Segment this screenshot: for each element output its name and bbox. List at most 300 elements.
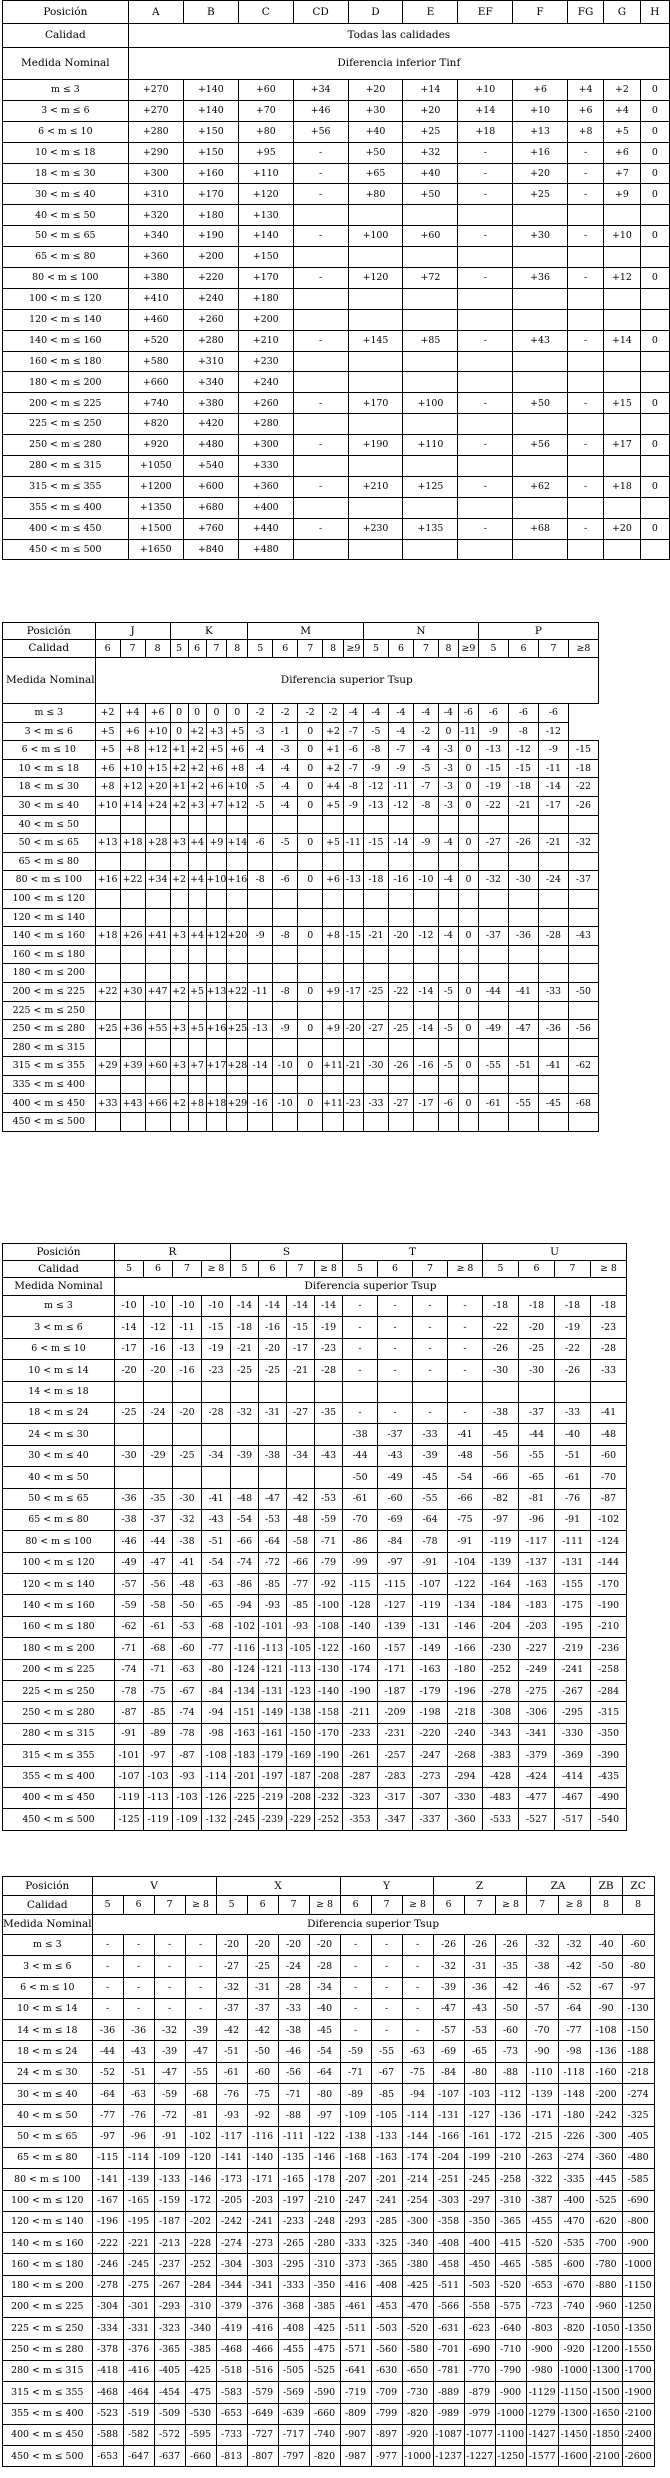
deviation-cell: -149	[413, 1638, 448, 1659]
deviation-cell: -27	[388, 1094, 413, 1113]
deviation-cell: -88	[278, 2105, 309, 2126]
table-row	[3, 759, 599, 778]
deviation-cell: 0	[640, 518, 669, 539]
deviation-cell	[604, 247, 640, 268]
deviation-cell: -64	[558, 1998, 590, 2019]
position-col-header: EF	[458, 1, 513, 24]
nominal-size-cell: 65 < m ≤ 80	[3, 1509, 115, 1530]
deviation-cell: -690	[464, 2339, 495, 2360]
deviation-cell: -4	[413, 704, 438, 723]
deviation-cell	[202, 1381, 231, 1402]
deviation-cell: +3	[170, 927, 188, 946]
table-row	[3, 121, 670, 142]
nominal-size-cell: 450 < m ≤ 500	[3, 1809, 115, 1830]
deviation-cell: -40	[555, 1424, 591, 1445]
deviation-cell: +20	[348, 80, 403, 101]
deviation-cell: -424	[519, 1766, 555, 1787]
deviation-cell: +34	[293, 80, 348, 101]
position-group-header: N	[363, 623, 478, 640]
t1-table	[2, 0, 670, 560]
deviation-cell: +4	[188, 927, 206, 946]
deviation-cell: +55	[145, 1020, 170, 1039]
deviation-cell: -490	[591, 1787, 627, 1808]
deviation-cell: -89	[144, 1723, 173, 1744]
deviation-cell: +140	[183, 80, 238, 101]
deviation-cell: -	[343, 1360, 378, 1381]
nominal-size-cell: 280 < m ≤ 315	[3, 1038, 96, 1057]
deviation-cell: -183	[231, 1745, 259, 1766]
deviation-cell: -	[293, 330, 348, 351]
deviation-cell: -	[567, 476, 603, 497]
nominal-size-cell: 180 < m ≤ 200	[3, 372, 129, 393]
deviation-cell	[170, 815, 188, 834]
deviation-cell: +80	[238, 121, 293, 142]
deviation-cell: -	[293, 476, 348, 497]
deviation-cell: -310	[185, 2297, 216, 2318]
deviation-cell: 0	[170, 704, 188, 723]
deviation-cell: -38	[115, 1509, 144, 1530]
deviation-cell: -132	[202, 1809, 231, 1830]
deviation-cell: -1000	[622, 2254, 654, 2275]
deviation-cell: -36	[508, 927, 538, 946]
deviation-cell: -60	[247, 2062, 278, 2083]
table-row	[3, 2084, 655, 2105]
deviation-cell: -275	[519, 1681, 555, 1702]
deviation-cell	[458, 945, 478, 964]
deviation-cell: -3	[438, 778, 458, 797]
deviation-cell: +68	[513, 518, 568, 539]
nominal-size-cell: 280 < m ≤ 315	[3, 1723, 115, 1744]
deviation-cell: -	[123, 1935, 154, 1956]
deviation-cell: -15	[343, 927, 363, 946]
deviation-cell: -78	[413, 1531, 448, 1552]
deviation-cell: -50	[568, 982, 598, 1001]
quality-grade-header: 5	[170, 640, 188, 658]
table-row	[3, 2254, 655, 2275]
deviation-cell: -188	[622, 2041, 654, 2062]
deviation-cell: -59	[315, 1509, 343, 1530]
deviation-cell: 0	[640, 435, 669, 456]
deviation-cell: -1450	[558, 2424, 590, 2445]
deviation-cell: -	[293, 518, 348, 539]
nominal-size-cell: 18 < m ≤ 30	[3, 778, 96, 797]
deviation-cell: -91	[115, 1723, 144, 1744]
deviation-cell: -261	[343, 1745, 378, 1766]
deviation-cell: -	[458, 184, 513, 205]
deviation-cell: -31	[464, 1956, 495, 1977]
position-col-header: C	[238, 1, 293, 24]
table-row	[3, 476, 670, 497]
deviation-cell: -268	[448, 1745, 483, 1766]
position-group-header: ZB	[590, 1877, 622, 1896]
deviation-cell: -195	[555, 1616, 591, 1637]
nominal-size-cell: 18 < m ≤ 24	[3, 1402, 115, 1423]
deviation-cell	[413, 852, 438, 871]
deviation-cell: -14	[388, 834, 413, 853]
deviation-cell: -111	[278, 2126, 309, 2147]
deviation-cell: -44	[519, 1424, 555, 1445]
deviation-cell: -425	[309, 2318, 340, 2339]
deviation-cell: -48	[173, 1574, 202, 1595]
deviation-cell	[604, 351, 640, 372]
deviation-cell: -99	[343, 1552, 378, 1573]
deviation-cell: +11	[323, 1094, 344, 1113]
deviation-cell: -71	[115, 1638, 144, 1659]
quality-grade-header: 6	[188, 640, 206, 658]
deviation-cell: -47	[154, 2062, 185, 2083]
quality-grade-header: ≥ 8	[448, 1261, 483, 1278]
deviation-cell: -117	[519, 1531, 555, 1552]
deviation-cell	[202, 1424, 231, 1445]
deviation-cell: -585	[526, 2254, 558, 2275]
deviation-cell	[188, 1075, 206, 1094]
deviation-cell: +25	[227, 1020, 248, 1039]
quality-grade-header: 7	[287, 1261, 315, 1278]
deviation-cell	[513, 351, 568, 372]
deviation-cell: -133	[371, 2126, 402, 2147]
deviation-cell: -2	[248, 704, 273, 723]
deviation-cell: -41	[508, 982, 538, 1001]
deviation-cell: -458	[433, 2254, 464, 2275]
deviation-cell	[458, 351, 513, 372]
deviation-cell: +3	[170, 834, 188, 853]
deviation-cell: -167	[92, 2190, 123, 2211]
deviation-cell	[298, 1113, 323, 1132]
deviation-cell	[120, 945, 145, 964]
deviation-cell: -415	[495, 2233, 526, 2254]
deviation-cell	[413, 945, 438, 964]
deviation-cell	[403, 414, 458, 435]
deviation-cell	[227, 815, 248, 834]
deviation-cell: -28	[591, 1338, 627, 1359]
deviation-cell: -558	[464, 2297, 495, 2318]
deviation-cell: -97	[92, 2126, 123, 2147]
deviation-cell: +3	[170, 1057, 188, 1076]
deviation-cell: -108	[202, 1745, 231, 1766]
deviation-cell: -205	[216, 2190, 247, 2211]
table-row	[3, 330, 670, 351]
deviation-cell: -280	[309, 2233, 340, 2254]
deviation-cell: -229	[287, 1809, 315, 1830]
deviation-cell: -123	[287, 1681, 315, 1702]
deviation-cell: -84	[433, 2062, 464, 2083]
deviation-cell	[206, 1001, 227, 1020]
deviation-cell: -20	[247, 1935, 278, 1956]
deviation-cell	[323, 945, 344, 964]
deviation-cell: -25	[363, 982, 388, 1001]
deviation-cell: -6	[478, 704, 508, 723]
deviation-cell: -56	[144, 1574, 173, 1595]
deviation-cell: -287	[343, 1766, 378, 1787]
deviation-cell: -20	[388, 927, 413, 946]
nominal-size-cell: 6 < m ≤ 10	[3, 1977, 93, 1998]
deviation-cell: -28	[202, 1402, 231, 1423]
quality-label: Calidad	[3, 640, 96, 658]
deviation-cell: -	[567, 330, 603, 351]
deviation-cell: -	[458, 226, 513, 247]
deviation-cell: -390	[591, 1745, 627, 1766]
table-row	[3, 1038, 599, 1057]
deviation-cell: -91	[154, 2126, 185, 2147]
nominal-size-cell: 180 < m ≤ 200	[3, 964, 96, 983]
nominal-size-cell: 3 < m ≤ 6	[3, 1317, 115, 1338]
deviation-cell: +8	[567, 121, 603, 142]
deviation-cell: +7	[206, 796, 227, 815]
table-row	[3, 1381, 627, 1402]
deviation-cell: -71	[340, 2062, 371, 2083]
deviation-cell: -61	[478, 1094, 508, 1113]
deviation-cell: 0	[458, 927, 478, 946]
deviation-cell: -26	[388, 1057, 413, 1076]
deviation-cell: -649	[247, 2403, 278, 2424]
deviation-cell	[458, 815, 478, 834]
quality-grade-header: 8	[145, 640, 170, 658]
table-row	[3, 1935, 655, 1956]
deviation-cell: -7	[343, 759, 363, 778]
deviation-cell: -187	[378, 1681, 413, 1702]
deviation-cell: -334	[92, 2318, 123, 2339]
deviation-cell: -92	[247, 2105, 278, 2126]
deviation-cell: -585	[622, 2169, 654, 2190]
deviation-cell: -170	[591, 1574, 627, 1595]
deviation-cell: -39	[231, 1445, 259, 1466]
deviation-cell: -43	[123, 2041, 154, 2062]
deviation-cell	[478, 908, 508, 927]
deviation-cell: -87	[115, 1702, 144, 1723]
deviation-cell: -134	[448, 1595, 483, 1616]
deviation-cell: -241	[247, 2211, 278, 2232]
table-row	[3, 964, 599, 983]
deviation-cell	[508, 1075, 538, 1094]
table-row	[3, 351, 670, 372]
nominal-size-cell: 65 < m ≤ 80	[3, 852, 96, 871]
deviation-cell: -57	[526, 1998, 558, 2019]
deviation-cell: -71	[278, 2084, 309, 2105]
deviation-cell	[604, 414, 640, 435]
deviation-cell	[568, 1038, 598, 1057]
deviation-cell: -6	[248, 834, 273, 853]
deviation-cell: -254	[402, 2190, 433, 2211]
deviation-cell: +480	[238, 539, 293, 560]
deviation-cell: -131	[259, 1681, 287, 1702]
deviation-cell: +320	[128, 205, 183, 226]
deviation-cell: -	[402, 1977, 433, 1998]
deviation-cell: -4	[388, 704, 413, 723]
deviation-cell: -199	[464, 2147, 495, 2168]
deviation-cell: -39	[433, 1977, 464, 1998]
deviation-cell	[293, 539, 348, 560]
deviation-cell: -980	[526, 2360, 558, 2381]
deviation-cell	[363, 889, 388, 908]
deviation-cell: -331	[123, 2318, 154, 2339]
deviation-cell: +2	[188, 722, 206, 741]
deviation-cell: 0	[227, 704, 248, 723]
deviation-cell: -51	[555, 1445, 591, 1466]
deviation-cell: -	[371, 1977, 402, 1998]
deviation-cell: -94	[202, 1702, 231, 1723]
deviation-cell: -2100	[622, 2403, 654, 2424]
deviation-cell	[343, 1075, 363, 1094]
quality-grade-header: ≥ 8	[185, 1896, 216, 1915]
deviation-cell: 0	[458, 982, 478, 1001]
nominal-size-cell: 180 < m ≤ 200	[3, 2275, 93, 2296]
deviation-cell: -22	[483, 1317, 519, 1338]
deviation-cell	[567, 247, 603, 268]
deviation-cell	[298, 1038, 323, 1057]
deviation-cell: -8	[413, 796, 438, 815]
deviation-cell: 0	[298, 796, 323, 815]
deviation-cell: -3	[438, 759, 458, 778]
deviation-cell	[458, 497, 513, 518]
deviation-cell	[478, 945, 508, 964]
deviation-cell: +3	[206, 722, 227, 741]
deviation-cell	[458, 852, 478, 871]
deviation-cell	[206, 1038, 227, 1057]
deviation-cell: -237	[154, 2254, 185, 2275]
deviation-cell	[513, 205, 568, 226]
deviation-cell: +280	[183, 330, 238, 351]
deviation-cell	[458, 964, 478, 983]
deviation-cell: +270	[128, 80, 183, 101]
quality-all-grades: Todas las calidades	[128, 24, 669, 48]
deviation-cell: -62	[568, 1057, 598, 1076]
deviation-cell: -160	[590, 2062, 622, 2083]
deviation-cell	[144, 1381, 173, 1402]
deviation-cell: -477	[519, 1787, 555, 1808]
deviation-cell: -169	[287, 1745, 315, 1766]
deviation-cell: +3	[170, 1020, 188, 1039]
deviation-cell: -187	[287, 1766, 315, 1787]
deviation-cell: -	[448, 1317, 483, 1338]
deviation-cell	[413, 889, 438, 908]
deviation-cell: -26	[508, 834, 538, 853]
deviation-cell: -284	[185, 2275, 216, 2296]
nominal-size-cell: 50 < m ≤ 65	[3, 834, 96, 853]
deviation-cell	[227, 852, 248, 871]
deviation-cell	[206, 1075, 227, 1094]
deviation-cell: -116	[231, 1638, 259, 1659]
deviation-cell: +2	[323, 759, 344, 778]
deviation-cell: -251	[433, 2169, 464, 2190]
deviation-cell	[120, 815, 145, 834]
quality-grade-header: 8	[590, 1896, 622, 1915]
position-label: Posición	[3, 1, 129, 24]
nominal-size-cell: 200 < m ≤ 225	[3, 2297, 93, 2318]
deviation-cell: -63	[402, 2041, 433, 2062]
quality-grade-header: 5	[231, 1261, 259, 1278]
deviation-cell: -308	[483, 1702, 519, 1723]
deviation-cell	[538, 889, 568, 908]
deviation-cell: -4	[363, 704, 388, 723]
deviation-cell: -	[293, 435, 348, 456]
deviation-cell: +4	[120, 704, 145, 723]
deviation-cell	[293, 351, 348, 372]
deviation-cell: -	[448, 1360, 483, 1381]
deviation-cell: -52	[92, 2062, 123, 2083]
deviation-cell	[363, 908, 388, 927]
deviation-cell: -73	[495, 2041, 526, 2062]
deviation-cell	[231, 1381, 259, 1402]
deviation-cell: -226	[558, 2126, 590, 2147]
deviation-cell: -12	[388, 796, 413, 815]
deviation-cell: +5	[95, 722, 120, 741]
deviation-cell: -	[402, 1935, 433, 1956]
deviation-cell: -1150	[558, 2382, 590, 2403]
table-row	[3, 80, 670, 101]
deviation-cell: -53	[315, 1488, 343, 1509]
deviation-cell: +18	[95, 927, 120, 946]
deviation-cell	[120, 852, 145, 871]
deviation-cell	[173, 1381, 202, 1402]
deviation-cell: -109	[173, 1809, 202, 1830]
deviation-cell: +34	[145, 871, 170, 890]
deviation-cell: -14	[315, 1296, 343, 1317]
nominal-size-cell: 355 < m ≤ 400	[3, 497, 129, 518]
deviation-cell	[231, 1424, 259, 1445]
deviation-cell: +10	[206, 871, 227, 890]
deviation-cell: -4	[248, 741, 273, 760]
deviation-cell: -1600	[558, 2446, 590, 2467]
deviation-cell: -122	[315, 1638, 343, 1659]
deviation-cell	[568, 945, 598, 964]
nominal-size-cell: 250 < m ≤ 280	[3, 1020, 96, 1039]
deviation-cell: -61	[343, 1488, 378, 1509]
deviation-cell: -	[340, 1935, 371, 1956]
deviation-cell: -88	[495, 2062, 526, 2083]
nominal-size-cell: 140 < m ≤ 160	[3, 330, 129, 351]
deviation-cell: -4	[413, 741, 438, 760]
quality-grade-header: ≥ 8	[309, 1896, 340, 1915]
deviation-cell: -180	[558, 2105, 590, 2126]
deviation-cell	[170, 964, 188, 983]
deviation-label: Diferencia superior Tsup	[95, 658, 598, 704]
deviation-cell	[508, 908, 538, 927]
deviation-cell: +4	[323, 778, 344, 797]
deviation-cell: -133	[154, 2169, 185, 2190]
deviation-cell: -8	[363, 741, 388, 760]
deviation-cell: -54	[448, 1467, 483, 1488]
deviation-cell: -461	[340, 2297, 371, 2318]
deviation-cell: +14	[227, 834, 248, 853]
nominal-size-cell: 315 < m ≤ 355	[3, 2382, 93, 2403]
deviation-cell: -37	[568, 871, 598, 890]
deviation-cell	[145, 964, 170, 983]
deviation-cell: -	[402, 2020, 433, 2041]
deviation-cell: -6	[438, 1094, 458, 1113]
deviation-cell: 0	[640, 393, 669, 414]
deviation-cell: +125	[403, 476, 458, 497]
deviation-cell: -	[123, 1998, 154, 2019]
deviation-cell: -	[378, 1402, 413, 1423]
nominal-size-cell: 120 < m ≤ 140	[3, 1574, 115, 1595]
deviation-cell: -20	[278, 1935, 309, 1956]
deviation-cell	[458, 288, 513, 309]
deviation-cell: -48	[287, 1509, 315, 1530]
deviation-cell: -113	[144, 1787, 173, 1808]
deviation-cell	[293, 205, 348, 226]
deviation-cell	[227, 964, 248, 983]
deviation-cell: -480	[622, 2147, 654, 2168]
deviation-cell: -	[413, 1296, 448, 1317]
position-label: Posición	[3, 1244, 115, 1261]
deviation-cell: +8	[227, 759, 248, 778]
deviation-cell: -733	[216, 2424, 247, 2445]
t3-table	[2, 1243, 627, 1831]
nominal-size-cell: 140 < m ≤ 160	[3, 1595, 115, 1616]
deviation-cell: -17	[413, 1094, 438, 1113]
deviation-cell: -47	[259, 1488, 287, 1509]
deviation-cell	[206, 852, 227, 871]
